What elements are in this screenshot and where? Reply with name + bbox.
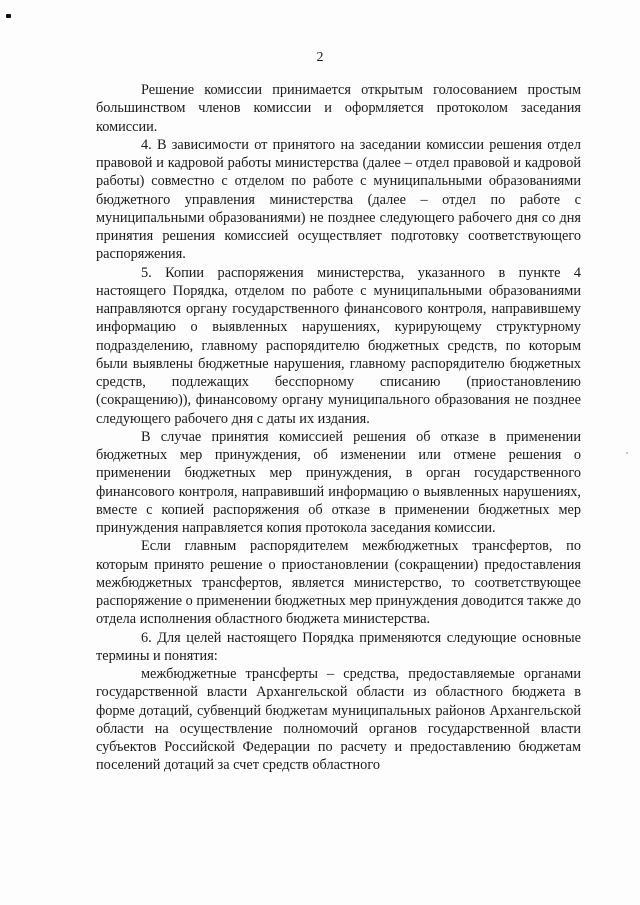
paragraph: Решение комиссии принимается открытым голосованием простым большинством членов комиссии и оформляется протоколом заседания комиссии. — [96, 82, 581, 135]
paragraph: 4. В зависимости от принятого на заседании комиссии решения отдел правовой и кадровой работы министерства (далее – отдел правовой и кадровой работы) совместно с отделом по работе с муниципальными образованиями бюджетного управления министерства (далее – отдел по работе с муниципальными образованиями) не позднее следующего рабочего дня со дня принятия решения комиссией осуществляет подготовку соответствующего распоряжения. — [96, 136, 581, 263]
scan-speck — [626, 452, 628, 454]
document-body — [96, 81, 581, 775]
paragraph: 5. Копии распоряжения министерства, указанного в пункте 4 настоящего Порядка, отделом по работе с муниципальными образованиями направляются органу государственного финансового контроля, направившему информацию о выявленных нарушениях, курирующему структурному подразделению, главному распорядителю бюджетных средств, по которым были выявлены бюджетные нарушения, главному распорядителю бюджетных средств, подлежащих бесспорному списанию (приостановлению (сокращению)), финансовому органу муниципального образования не позднее следующего рабочего дня с даты их издания. — [96, 264, 581, 427]
paragraph: Если главным распорядителем межбюджетных трансфертов, по которым принято решение о приостановлении (сокращении) предоставления межбюджетных трансфертов, является министерство, то соответствующее распоряжение о применении бюджетных мер принуждения доводится также до отдела исполнения областного бюджета министерства. — [96, 538, 582, 628]
scan-mark — [6, 14, 11, 18]
page-number: 2 — [316, 50, 324, 65]
paragraph: межбюджетные трансферты – средства, предоставляемые органами государственной власти Архангельской области из областного бюджета в форме дотаций, субвенций бюджетам муниципальных районов Архангельской области на осуществление полномочий органов государственной власти субъектов Российской Федерации по расчету и предоставлению бюджетам поселений дотаций за счет средств областного — [96, 666, 581, 774]
paragraph: 6. Для целей настоящего Порядка применяются следующие основные термины и понятия: — [96, 629, 581, 664]
paragraph: В случае принятия комиссией решения об отказе в применении бюджетных мер принуждения, об изменении или отмене решения о применении бюджетных мер принуждения, в орган государственного финансового контроля, направивший информацию о выявленных нарушениях, вместе с копией распоряжения об отказе в применении бюджетных мер принуждения направляется копия протокола заседания комиссии. — [96, 428, 581, 536]
